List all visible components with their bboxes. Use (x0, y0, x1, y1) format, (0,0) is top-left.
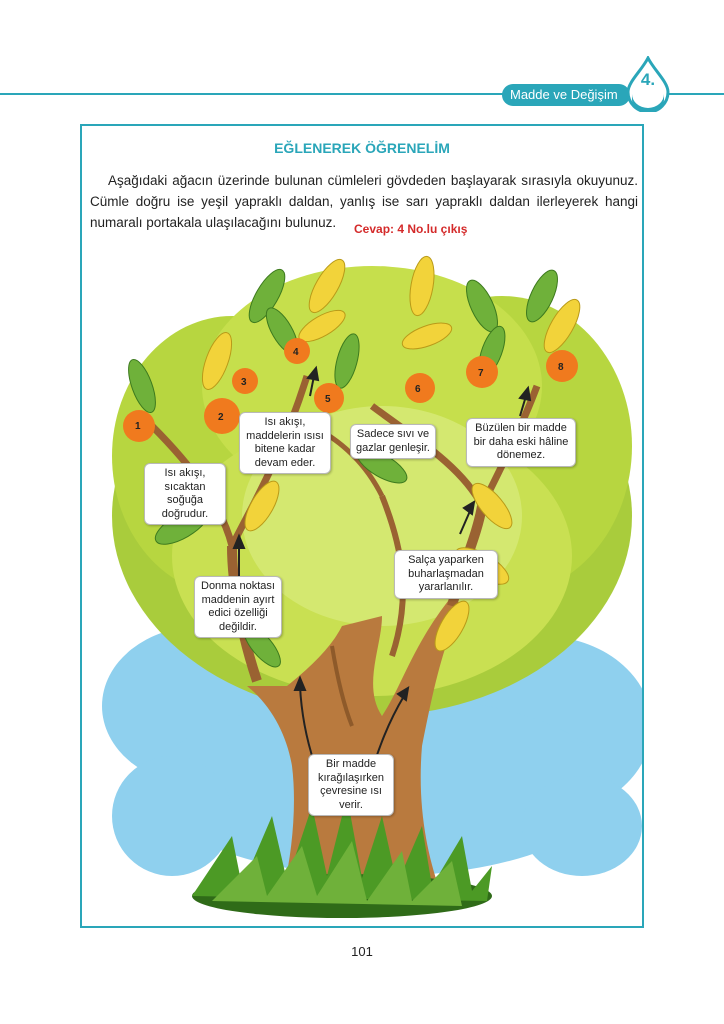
orange-2 (204, 398, 240, 434)
orange-5 (314, 383, 344, 413)
orange-7 (466, 356, 498, 388)
svg-text:7: 7 (478, 368, 484, 379)
svg-text:3: 3 (241, 377, 247, 388)
orange-3 (232, 368, 258, 394)
statement-right-mid: Sadece sıvı ve gazlar genleşir. (350, 424, 436, 459)
svg-text:5: 5 (325, 394, 331, 405)
svg-text:6: 6 (415, 384, 421, 395)
statement-right-low: Salça yaparken buharlaşmadan yararlanılır. (394, 550, 498, 599)
page-number: 101 (351, 944, 373, 959)
statement-left-mid: Isı akışı, maddelerin ısısı bitene kadar devam eder. (239, 412, 331, 474)
orange-6 (405, 373, 435, 403)
statement-left-far: Isı akışı, sıcaktan soğuğa doğrudur. (144, 463, 226, 525)
statement-trunk: Bir madde kırağılaşırken çevresine ısı verir. (308, 754, 394, 816)
activity-frame (80, 124, 644, 928)
unit-title: Madde ve Değişim (502, 84, 630, 106)
unit-word: Ünite (635, 93, 661, 105)
answer-text: Cevap: 4 No.lu çıkış (354, 222, 468, 236)
statement-right-far: Büzülen bir madde bir daha eski hâline dönemez. (466, 418, 576, 467)
svg-text:8: 8 (558, 362, 564, 373)
activity-title: EĞLENEREK ÖĞRENELİM (274, 140, 450, 156)
unit-number: 4. (640, 70, 656, 89)
orange-4 (284, 338, 310, 364)
svg-text:4: 4 (293, 347, 299, 358)
activity-instructions: Aşağıdaki ağacın üzerinde bulunan cümleleri gövdeden başlayarak sırasıyla okuyunuz. Cümle doğru ise yeşil yapraklı daldan, yanlış ise sarı yapraklı daldan ilerleyerek hangi numaralı portakala ulaşılacağını bulunuz. (90, 173, 638, 230)
statement-left-low: Donma noktası maddenin ayırt edici özelliği değildir. (194, 576, 282, 638)
orange-1 (123, 410, 155, 442)
svg-text:2: 2 (218, 412, 224, 423)
svg-text:1: 1 (135, 421, 141, 432)
orange-8 (546, 350, 578, 382)
